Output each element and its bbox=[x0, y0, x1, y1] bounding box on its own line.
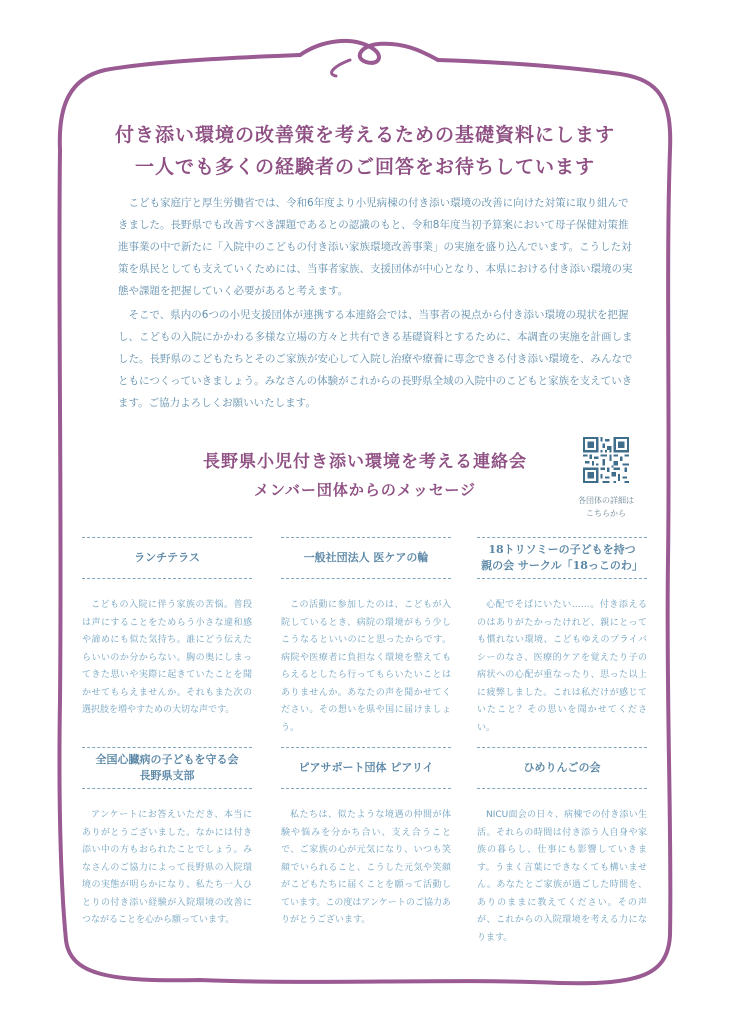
card-title bbox=[477, 538, 647, 578]
intro-paragraph-2-text: そこで、県内の6つの小児支援団体が連携する本連絡会では、当事者の視点から付き添い環境の現状を把握し、こどもの入院にかかわる多様な立場の方々と共有できる基礎資料とするために、本調査の実施を計画しました。長野県のこどもたちとそのご家族が安心して入院し治療や療養に専念できる付き添い環境を、みんなでともにつくっていきましょう。みなさんの体験がこれからの長野県全域の入院中のこどもと家族を支えていきます。ご協力よろしくお願いいたします。 bbox=[118, 309, 633, 409]
card-title-line1: 全国心臓病の子どもを守る会 bbox=[95, 753, 239, 766]
member-card-heart-disease bbox=[82, 747, 252, 930]
card-divider bbox=[82, 578, 252, 579]
organization-title: 長野県小児付き添い環境を考える連絡会 bbox=[203, 452, 527, 472]
main-heading-line2: 一人でも多くの経験者のご回答をお待ちしています bbox=[134, 156, 595, 178]
member-card-ikea-no-wa bbox=[281, 537, 451, 737]
main-heading-line1: 付き添い環境の改善策を考えるための基礎資料にします bbox=[114, 124, 615, 146]
qr-code-icon[interactable] bbox=[583, 437, 629, 483]
intro-paragraph-2 bbox=[118, 304, 638, 414]
card-message: アンケートにお答えいただき、本当にありがとうございました。なかには付き添い中の方もおられたことでしょう。みなさんのご協力によって長野県の入院環境の実態が明らかになり、私たち一人ひとりの付き添い経験が入院環境の改善につながることを心から願っています。 bbox=[82, 810, 252, 925]
qr-caption-line1: 各団体の詳細は bbox=[578, 496, 634, 505]
card-title-line1: ひめりんごの会 bbox=[523, 761, 601, 774]
card-title-line2: 親の会 サークル「18っこのわ」 bbox=[481, 559, 643, 572]
card-title-line1: ランチテラス bbox=[134, 551, 200, 564]
card-title bbox=[82, 538, 252, 578]
member-card-peer-support bbox=[281, 747, 451, 930]
card-message: NICU面会の日々、病棟での付き添い生活。それらの時間は付き添う人自身や家族の暮らし、仕事にも影響していきます。うまく言葉にできなくても構いません。あなたとご家族が過ごした時間を、ありのままに教えてください。その声が、これからの入院環境を考える力になります。 bbox=[477, 810, 647, 943]
qr-caption bbox=[556, 494, 656, 520]
card-title bbox=[82, 748, 252, 788]
qr-caption-line2: こちらから bbox=[586, 509, 626, 518]
card-title bbox=[281, 748, 451, 788]
card-title bbox=[281, 538, 451, 578]
intro-paragraph-1-text: こども家庭庁と厚生労働省では、令和6年度より小児病棟の付き添い環境の改善に向けた対策に取り組んできました。長野県でも改善すべき課題であるとの認識のもと、令和8年度当初予算案において母子保健対策推進事業の中で新たに「入院中のこどもの付き添い家族環境改善事業」の実施を盛り込んでいます。こうした対策を県民としても支えていくためには、当事者家族、支援団体が中心となり、本県における付き添い環境の実態や課題を把握していく必要があると考えます。 bbox=[118, 197, 633, 297]
card-message: 心配でそばにいたい……。付き添えるのはありがたかったけれど、親にとっても慣れない環境、こどもゆえのプライバシーのなさ、医療的ケアを覚えたり子の病状への心配が重なったり、思った以上に疲弊しました。これは私だけが感じていたこと？その思いを聞かせてください。 bbox=[477, 600, 647, 733]
card-divider bbox=[281, 788, 451, 789]
card-message: 私たちは、似たような境遇の仲間が体験や悩みを分かち合い、支え合うことで、ご家族の心が元気になり、いつも笑顔でいられること、こうした元気や笑顔がこどもたちに届くことを願って活動しています。この度はアンケートのご協力ありがとうございます。 bbox=[281, 810, 451, 925]
card-divider bbox=[82, 788, 252, 789]
card-divider bbox=[477, 788, 647, 789]
member-card-lunch-terrace bbox=[82, 537, 252, 720]
card-title-line1: 18トリソミーの子どもを持つ bbox=[488, 543, 636, 556]
card-divider bbox=[281, 578, 451, 579]
card-title-line1: ピアサポート団体 ピアリイ bbox=[298, 761, 434, 774]
card-title-line2: 長野県支部 bbox=[139, 769, 195, 782]
card-message: この活動に参加したのは、こどもが入院しているとき、病院の環境がもう少しこうなるといいのにと思ったからです。病院や医療者に負担なく環境を整えてもらえるとしたら行ってもらいたいことはありませんか。あなたの声を聞かせてください。その想いを県や国に届けましょう。 bbox=[281, 600, 451, 733]
card-message: こどもの入院に伴う家族の苦悩。普段は声にすることをためらう小さな違和感や諦めにも似た気持ち。誰にどう伝えたらいいのか分からない。胸の奥にしまってきた思いや実際に起きていたことを聞かせてもらえませんか。それもまた次の選択肢を増やすための大切な声です。 bbox=[82, 600, 252, 715]
card-divider bbox=[477, 578, 647, 579]
intro-paragraph-1 bbox=[118, 192, 638, 302]
member-card-18-trisomy bbox=[477, 537, 647, 737]
card-title bbox=[477, 748, 647, 788]
member-card-himeringo bbox=[477, 747, 647, 947]
card-title-line1: 一般社団法人 医ケアの輪 bbox=[303, 551, 429, 564]
organization-subtitle: メンバー団体からのメッセージ bbox=[253, 481, 477, 499]
